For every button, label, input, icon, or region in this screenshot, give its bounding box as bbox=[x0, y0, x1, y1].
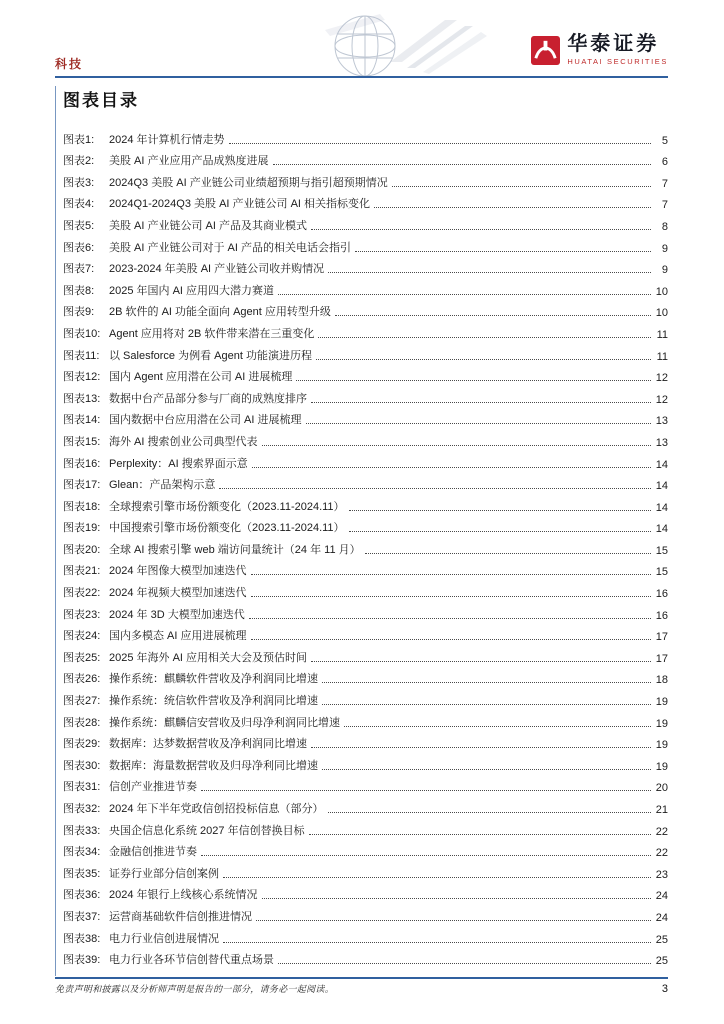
toc-entry-page: 22 bbox=[655, 847, 668, 860]
toc-entry[interactable] bbox=[63, 492, 668, 514]
toc-entry-label: 图表12: bbox=[63, 371, 101, 384]
toc-leader-dots bbox=[322, 704, 651, 705]
toc-entry-page: 11 bbox=[656, 350, 668, 363]
toc-entry[interactable] bbox=[63, 168, 668, 190]
toc-entry-label: 图表13: bbox=[63, 392, 101, 405]
toc-entry-title: 2025 年国内 AI 应用四大潜力赛道 bbox=[109, 284, 275, 297]
toc-leader-dots bbox=[249, 618, 651, 619]
toc-entry[interactable] bbox=[63, 190, 668, 212]
toc-leader-dots bbox=[392, 186, 651, 187]
brand-subtitle: HUATAI SECURITIES bbox=[567, 57, 668, 66]
toc-leader-dots bbox=[278, 963, 651, 964]
toc-leader-dots bbox=[306, 423, 651, 424]
toc-entry[interactable] bbox=[63, 341, 668, 363]
toc-entry-label: 图表16: bbox=[63, 457, 101, 470]
toc-entry[interactable] bbox=[63, 794, 668, 816]
toc-entry-label: 图表8: bbox=[63, 284, 95, 297]
toc-leader-dots bbox=[296, 380, 651, 381]
toc-leader-dots bbox=[344, 726, 651, 727]
toc-entry-page: 7 bbox=[661, 199, 668, 212]
toc-entry-title: 央国企信息化系统 2027 年信创替换目标 bbox=[109, 824, 305, 837]
toc-entry[interactable] bbox=[63, 427, 668, 449]
toc-leader-dots bbox=[251, 574, 651, 575]
toc-leader-dots bbox=[311, 402, 651, 403]
toc-entry-label: 图表24: bbox=[63, 630, 101, 643]
toc-entry-page: 13 bbox=[655, 415, 668, 428]
toc-entry-label: 图表33: bbox=[63, 824, 101, 837]
toc-entry-label: 图表30: bbox=[63, 759, 101, 772]
toc-entry-page: 19 bbox=[655, 739, 668, 752]
toc-leader-dots bbox=[251, 596, 651, 597]
toc-entry[interactable] bbox=[63, 298, 668, 320]
toc-entry-label: 图表18: bbox=[63, 500, 101, 513]
toc-entry-label: 图表37: bbox=[63, 910, 101, 923]
toc-entry-label: 图表10: bbox=[63, 327, 101, 340]
toc-leader-dots bbox=[322, 682, 651, 683]
toc-entry-page: 25 bbox=[655, 955, 668, 968]
toc-entry-title: 国内 Agent 应用潜在公司 AI 进展梳理 bbox=[109, 371, 293, 384]
toc-leader-dots bbox=[328, 812, 651, 813]
toc-entry-title: 2024 年图像大模型加速迭代 bbox=[109, 565, 247, 578]
toc-entry[interactable] bbox=[63, 881, 668, 903]
toc-leader-dots bbox=[256, 920, 651, 921]
toc-entry[interactable] bbox=[63, 708, 668, 730]
brand-text bbox=[567, 34, 668, 66]
toc-entry-title: 运营商基础软件信创推进情况 bbox=[109, 910, 252, 923]
toc-entry-page: 18 bbox=[655, 674, 668, 687]
toc-entry-page: 14 bbox=[655, 523, 668, 536]
toc-entry-label: 图表11: bbox=[63, 349, 100, 362]
toc-entry[interactable] bbox=[63, 924, 668, 946]
toc-entry[interactable] bbox=[63, 211, 668, 233]
toc-leader-dots bbox=[201, 790, 651, 791]
toc-entry-title: 全球搜索引擎市场份额变化（2023.11-2024.11） bbox=[109, 500, 345, 513]
toc-entry-label: 图表38: bbox=[63, 932, 101, 945]
toc-entry-label: 图表14: bbox=[63, 414, 101, 427]
toc-entry-title: 2023-2024 年美股 AI 产业链公司收并购情况 bbox=[109, 263, 325, 276]
toc-entry-title: 电力行业各环节信创替代重点场景 bbox=[109, 954, 274, 967]
toc-leader-dots bbox=[311, 747, 651, 748]
toc-leader-dots bbox=[316, 359, 651, 360]
toc-entry-title: Perplexity：AI 搜索界面示意 bbox=[109, 457, 248, 470]
toc-leader-dots bbox=[328, 272, 651, 273]
toc-entry-title: 电力行业信创进展情况 bbox=[109, 932, 219, 945]
toc-entry[interactable] bbox=[63, 406, 668, 428]
toc-entry-page: 12 bbox=[655, 393, 668, 406]
toc-entry-page: 16 bbox=[655, 609, 668, 622]
toc-entry[interactable] bbox=[63, 449, 668, 471]
toc-entry-label: 图表26: bbox=[63, 673, 101, 686]
toc-entry-title: 2024 年下半年党政信创招投标信息（部分） bbox=[109, 803, 324, 815]
toc-entry[interactable] bbox=[63, 946, 668, 968]
toc-leader-dots bbox=[229, 143, 651, 144]
toc-entry[interactable] bbox=[63, 233, 668, 255]
toc-entry-title: 操作系统：麒麟软件营收及净利润同比增速 bbox=[109, 673, 318, 686]
toc-entry-page: 11 bbox=[656, 328, 668, 341]
toc-leader-dots bbox=[201, 855, 651, 856]
toc-entry-label: 图表17: bbox=[63, 479, 101, 492]
toc-leader-dots bbox=[311, 661, 651, 662]
toc-entry-title: 2B 软件的 AI 功能全面向 Agent 应用转型升级 bbox=[109, 306, 331, 319]
toc-leader-dots bbox=[374, 207, 651, 208]
toc-entry-label: 图表5: bbox=[63, 219, 95, 232]
toc-entry-title: 2024 年 3D 大模型加速迭代 bbox=[109, 608, 245, 621]
toc-entry-title: 金融信创推进节奏 bbox=[109, 846, 197, 859]
toc-entry[interactable] bbox=[63, 557, 668, 579]
toc-entry[interactable] bbox=[63, 578, 668, 600]
main-content bbox=[55, 86, 668, 967]
toc-entry-page: 19 bbox=[655, 717, 668, 730]
toc-entry[interactable] bbox=[63, 816, 668, 838]
toc-entry-title: Agent 应用将对 2B 软件带来潜在三重变化 bbox=[109, 327, 315, 340]
toc-entry-label: 图表21: bbox=[63, 565, 101, 578]
footer-disclaimer: 免责声明和披露以及分析师声明是报告的一部分，请务必一起阅读。 bbox=[55, 984, 335, 994]
toc-leader-dots bbox=[262, 898, 651, 899]
toc-leader-dots bbox=[309, 834, 651, 835]
toc-entry[interactable] bbox=[63, 773, 668, 795]
toc-entry-label: 图表4: bbox=[63, 198, 95, 211]
toc-entry-page: 14 bbox=[655, 480, 668, 493]
toc-entry-label: 图表31: bbox=[63, 781, 101, 794]
toc-entry-title: 国内数据中台应用潜在公司 AI 进展梳理 bbox=[109, 414, 302, 427]
toc-leader-dots bbox=[223, 877, 651, 878]
toc-entry-title: 2024 年视频大模型加速迭代 bbox=[109, 587, 247, 600]
toc-entry-title: 2024Q3 美股 AI 产业链公司业绩超预期与指引超预期情况 bbox=[109, 176, 388, 189]
toc-entry-page: 14 bbox=[655, 458, 668, 471]
toc-entry-label: 图表22: bbox=[63, 587, 101, 600]
toc-entry[interactable] bbox=[63, 471, 668, 493]
toc-entry-page: 25 bbox=[655, 933, 668, 946]
toc-entry[interactable] bbox=[63, 838, 668, 860]
toc-leader-dots bbox=[223, 942, 651, 943]
toc-entry-page: 8 bbox=[661, 220, 668, 233]
toc-entry[interactable] bbox=[63, 751, 668, 773]
toc-entry-page: 17 bbox=[655, 652, 668, 665]
toc-entry-label: 图表28: bbox=[63, 716, 101, 729]
toc-entry-page: 5 bbox=[661, 134, 668, 147]
brand-name: 华泰证券 bbox=[567, 33, 660, 55]
page-title: 图表目录 bbox=[63, 91, 139, 110]
toc-leader-dots bbox=[335, 315, 651, 316]
toc-entry-title: 数据中台产品部分参与厂商的成熟度排序 bbox=[109, 392, 307, 405]
toc-entry-page: 15 bbox=[655, 544, 668, 557]
toc-entry-page: 14 bbox=[655, 501, 668, 514]
toc-entry[interactable] bbox=[63, 665, 668, 687]
toc-entry-title: 2024 年银行上线核心系统情况 bbox=[109, 889, 258, 902]
toc-entry-label: 图表25: bbox=[63, 651, 101, 664]
toc-entry-label: 图表9: bbox=[63, 306, 95, 319]
toc-leader-dots bbox=[252, 467, 651, 468]
toc-entry-page: 20 bbox=[655, 782, 668, 795]
toc-entry-page: 17 bbox=[655, 631, 668, 644]
toc-entry-page: 9 bbox=[661, 242, 668, 255]
toc-entry-page: 24 bbox=[655, 890, 668, 903]
toc-entry[interactable] bbox=[63, 600, 668, 622]
toc-leader-dots bbox=[273, 164, 651, 165]
toc-entry-title: 2024 年计算机行情走势 bbox=[109, 133, 225, 146]
toc-entry-page: 23 bbox=[655, 868, 668, 881]
toc-entry-title: 以 Salesforce 为例看 Agent 功能演进历程 bbox=[109, 349, 312, 362]
toc-entry-page: 22 bbox=[655, 825, 668, 838]
toc-entry-title: Glean：产品架构示意 bbox=[109, 479, 216, 492]
toc-leader-dots bbox=[355, 251, 651, 252]
toc-list bbox=[55, 125, 668, 967]
toc-entry-page: 19 bbox=[655, 760, 668, 773]
toc-entry-title: 数据库：海量数据营收及归母净利同比增速 bbox=[109, 759, 318, 772]
header-rule bbox=[55, 76, 668, 78]
toc-leader-dots bbox=[311, 229, 651, 230]
toc-entry-title: 操作系统：统信软件营收及净利润同比增速 bbox=[109, 695, 318, 708]
toc-entry-label: 图表7: bbox=[63, 263, 95, 276]
toc-leader-dots bbox=[322, 769, 651, 770]
toc-entry-page: 9 bbox=[661, 264, 668, 277]
toc-entry-label: 图表19: bbox=[63, 522, 101, 535]
footer-page-number: 3 bbox=[661, 983, 668, 995]
toc-entry-page: 6 bbox=[661, 156, 668, 169]
toc-entry-title: 数据库：达梦数据营收及净利润同比增速 bbox=[109, 738, 307, 751]
toc-entry-page: 19 bbox=[655, 696, 668, 709]
toc-entry[interactable] bbox=[63, 730, 668, 752]
toc-entry[interactable] bbox=[63, 859, 668, 881]
toc-entry-label: 图表36: bbox=[63, 889, 101, 902]
toc-entry-title: 中国搜索引擎市场份额变化（2023.11-2024.11） bbox=[109, 522, 345, 535]
toc-leader-dots bbox=[349, 510, 651, 511]
toc-entry-page: 15 bbox=[655, 566, 668, 579]
footer-rule bbox=[55, 977, 668, 979]
toc-entry[interactable] bbox=[63, 384, 668, 406]
toc-entry-label: 图表20: bbox=[63, 543, 101, 556]
toc-entry-title: 2025 年海外 AI 应用相关大会及预估时间 bbox=[109, 651, 308, 664]
toc-entry-title: 美股 AI 产业链公司 AI 产品及其商业模式 bbox=[109, 219, 308, 232]
toc-entry-title: 2024Q1-2024Q3 美股 AI 产业链公司 AI 相关指标变化 bbox=[109, 198, 371, 211]
toc-entry[interactable] bbox=[63, 514, 668, 536]
brand-logo bbox=[531, 34, 668, 66]
toc-entry-label: 图表15: bbox=[63, 435, 101, 448]
toc-entry-label: 图表32: bbox=[63, 803, 101, 815]
toc-entry[interactable] bbox=[63, 643, 668, 665]
toc-entry-page: 10 bbox=[655, 307, 668, 320]
toc-leader-dots bbox=[262, 445, 651, 446]
toc-entry-label: 图表6: bbox=[63, 241, 95, 254]
toc-entry-title: 国内多模态 AI 应用进展梳理 bbox=[109, 630, 247, 643]
toc-entry-label: 图表3: bbox=[63, 176, 95, 189]
page-footer bbox=[55, 982, 668, 995]
toc-entry[interactable] bbox=[63, 686, 668, 708]
toc-entry-label: 图表34: bbox=[63, 846, 101, 859]
page-header bbox=[55, 30, 668, 74]
toc-entry[interactable] bbox=[63, 535, 668, 557]
toc-entry-title: 海外 AI 搜索创业公司典型代表 bbox=[109, 435, 258, 448]
industry-label: 科技 bbox=[55, 57, 84, 71]
toc-entry-label: 图表2: bbox=[63, 155, 95, 168]
toc-entry-page: 13 bbox=[655, 436, 668, 449]
toc-entry-page: 21 bbox=[655, 804, 668, 816]
toc-entry-label: 图表1: bbox=[63, 133, 95, 146]
toc-entry-label: 图表35: bbox=[63, 867, 101, 880]
toc-leader-dots bbox=[219, 488, 651, 489]
toc-leader-dots bbox=[349, 531, 651, 532]
toc-entry-label: 图表39: bbox=[63, 954, 101, 967]
toc-entry[interactable] bbox=[63, 147, 668, 169]
toc-entry-title: 美股 AI 产业链公司对于 AI 产品的相关电话会指引 bbox=[109, 241, 352, 254]
toc-entry-title: 美股 AI 产业应用产品成熟度进展 bbox=[109, 155, 269, 168]
toc-entry[interactable] bbox=[63, 363, 668, 385]
huatai-logo-icon bbox=[531, 36, 560, 65]
toc-entry-label: 图表23: bbox=[63, 608, 101, 621]
toc-entry-title: 信创产业推进节奏 bbox=[109, 781, 197, 794]
toc-entry[interactable] bbox=[63, 255, 668, 277]
toc-entry-title: 操作系统：麒麟信安营收及归母净利润同比增速 bbox=[109, 716, 340, 729]
toc-entry-page: 10 bbox=[655, 285, 668, 298]
toc-entry-title: 全球 AI 搜索引擎 web 端访问量统计（24 年 11 月） bbox=[109, 543, 361, 556]
toc-entry[interactable] bbox=[63, 622, 668, 644]
toc-entry-page: 16 bbox=[655, 588, 668, 601]
toc-leader-dots bbox=[251, 639, 651, 640]
toc-entry-label: 图表29: bbox=[63, 738, 101, 751]
toc-entry-label: 图表27: bbox=[63, 695, 101, 708]
toc-entry-page: 12 bbox=[655, 372, 668, 385]
toc-entry[interactable] bbox=[63, 319, 668, 341]
toc-leader-dots bbox=[278, 294, 651, 295]
toc-leader-dots bbox=[365, 553, 651, 554]
toc-entry-title: 证券行业部分信创案例 bbox=[109, 867, 219, 880]
toc-entry[interactable] bbox=[63, 902, 668, 924]
toc-leader-dots bbox=[318, 337, 651, 338]
toc-entry[interactable] bbox=[63, 125, 668, 147]
toc-entry[interactable] bbox=[63, 276, 668, 298]
toc-entry-page: 7 bbox=[661, 177, 668, 190]
toc-entry-page: 24 bbox=[655, 911, 668, 924]
